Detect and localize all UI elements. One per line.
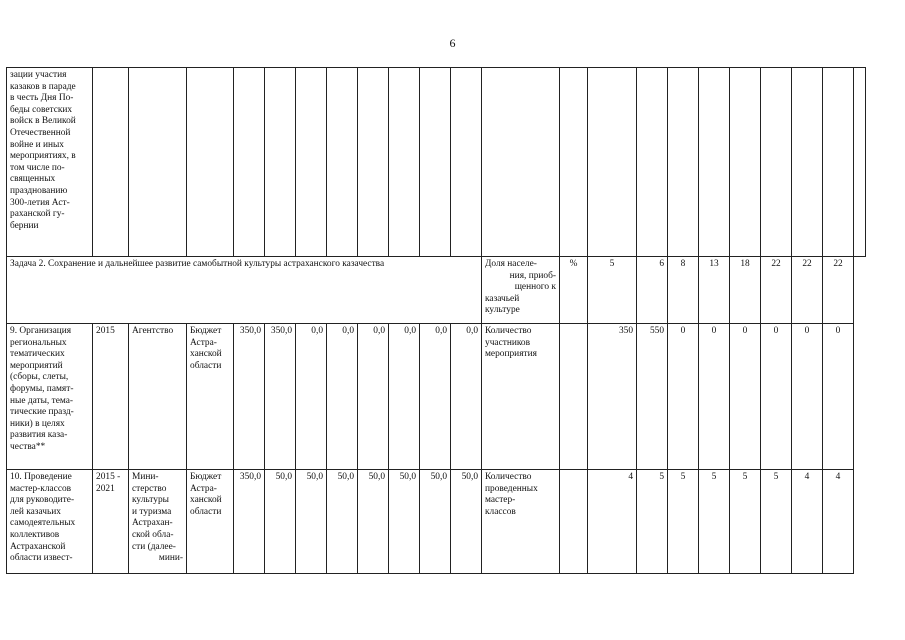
- target-value: 0: [730, 324, 761, 470]
- indicator-line: Доля населе-: [485, 259, 537, 269]
- executor-line: Мини-: [132, 472, 159, 482]
- funding-value: 50,0: [265, 470, 296, 574]
- activity-name-line: празднованию: [10, 185, 68, 196]
- indicator-line: ния, приоб-: [509, 270, 556, 281]
- executor-line: стерство: [132, 483, 167, 494]
- target-value: 0: [699, 324, 730, 470]
- funding-value: 50,0: [451, 470, 482, 574]
- indicator-line: культуре: [485, 305, 520, 316]
- target-value: 22: [792, 257, 823, 324]
- target-value: 5: [699, 470, 730, 574]
- activity-name-line: мероприятий: [10, 360, 63, 371]
- empty-cell: [482, 68, 560, 257]
- activity-name-line: ники) в целях: [10, 418, 65, 429]
- empty-cell: [187, 68, 234, 257]
- table-row: [7, 324, 866, 470]
- funding-source-line: ханской: [190, 495, 222, 506]
- indicator-line: проведенных: [485, 483, 538, 494]
- funding-source-cell: [187, 470, 234, 574]
- activity-name-cell: [7, 68, 93, 257]
- activity-name-line: беды советских: [10, 104, 73, 115]
- funding-source-line: области: [190, 360, 222, 371]
- target-value: 5: [588, 257, 637, 324]
- indicator-line: участников: [485, 337, 531, 348]
- activity-name-line: в честь Дня По-: [10, 93, 74, 104]
- target-value: 0: [668, 324, 699, 470]
- funding-source-line: Бюджет: [190, 472, 222, 482]
- period-cell: 2015: [93, 324, 129, 470]
- table-row: [7, 257, 866, 324]
- empty-cell: [668, 68, 699, 257]
- empty-cell: [560, 68, 588, 257]
- activity-name-line: 10. Проведение: [10, 472, 72, 482]
- activity-name-line: Астраханской: [10, 541, 66, 552]
- activity-name-line: региональных: [10, 337, 67, 348]
- activity-name-line: том числе по-: [10, 162, 65, 173]
- funding-value: 350,0: [265, 324, 296, 470]
- funding-value: 0,0: [358, 324, 389, 470]
- activity-name-line: самодеятельных: [10, 518, 76, 529]
- executor-cell: [129, 470, 187, 574]
- indicator-cell: [482, 324, 560, 470]
- empty-cell: [234, 68, 265, 257]
- target-value: 13: [699, 257, 730, 324]
- target-value: 550: [637, 324, 668, 470]
- empty-cell: [699, 68, 730, 257]
- empty-cell: [129, 68, 187, 257]
- funding-value: 350,0: [234, 324, 265, 470]
- activity-name-line: тематических: [10, 349, 65, 360]
- executor-line: культуры: [132, 495, 169, 506]
- activity-name-cell: [7, 324, 93, 470]
- unit-cell: %: [560, 257, 588, 324]
- activity-name-line: чества**: [10, 441, 46, 452]
- target-value: 4: [588, 470, 637, 574]
- executor-line: сти (далее-: [132, 541, 176, 552]
- activity-name-cell: [7, 470, 93, 574]
- funding-value: 0,0: [327, 324, 358, 470]
- target-value: 18: [730, 257, 761, 324]
- funding-source-line: Астра-: [190, 337, 217, 348]
- activity-name-line: раханской гу-: [10, 209, 65, 220]
- empty-cell: [389, 68, 420, 257]
- page-number: 6: [449, 36, 456, 50]
- target-value: 5: [668, 470, 699, 574]
- activity-name-line: развития каза-: [10, 430, 68, 441]
- activity-name-line: Отечественной: [10, 127, 71, 138]
- activity-name-line: форумы, памят-: [10, 383, 74, 394]
- executor-line: Астрахан-: [132, 518, 173, 529]
- target-value: 0: [823, 324, 854, 470]
- empty-cell: [420, 68, 451, 257]
- funding-source-line: ханской: [190, 349, 222, 360]
- indicator-cell: [482, 470, 560, 574]
- empty-cell: [588, 68, 637, 257]
- activity-name-line: мастер-классов: [10, 483, 72, 494]
- empty-cell: [792, 68, 823, 257]
- funding-value: 0,0: [389, 324, 420, 470]
- target-value: 5: [637, 470, 668, 574]
- empty-cell: [823, 68, 854, 257]
- executor-line: ской обла-: [132, 529, 174, 540]
- table-row: [7, 68, 866, 257]
- funding-value: 0,0: [296, 324, 327, 470]
- funding-value: 0,0: [420, 324, 451, 470]
- funding-source-line: Астра-: [190, 483, 217, 494]
- funding-value: 350,0: [234, 470, 265, 574]
- activity-name-line: коллективов: [10, 529, 60, 540]
- empty-cell: [327, 68, 358, 257]
- empty-cell: [358, 68, 389, 257]
- activity-name-line: бернии: [10, 220, 39, 231]
- activity-name-line: зации участия: [10, 70, 67, 80]
- unit-cell: [560, 470, 588, 574]
- activity-name-line: священных: [10, 174, 56, 185]
- empty-cell: [296, 68, 327, 257]
- activity-name-line: тические празд-: [10, 407, 74, 418]
- target-value: 0: [792, 324, 823, 470]
- activity-name-line: ные даты, тема-: [10, 395, 74, 406]
- empty-cell: [854, 68, 866, 257]
- empty-cell: [637, 68, 668, 257]
- funding-value: 50,0: [327, 470, 358, 574]
- period-line: 2021: [96, 483, 115, 494]
- funding-source-line: Бюджет: [190, 326, 222, 336]
- activity-name-line: для руководите-: [10, 495, 75, 506]
- empty-cell: [730, 68, 761, 257]
- program-table: [6, 67, 866, 574]
- indicator-line: мероприятия: [485, 349, 537, 360]
- task-title: Задача 2. Сохранение и дальнейшее развитие самобытной культуры астраханского казачества: [7, 257, 482, 324]
- target-value: 4: [792, 470, 823, 574]
- indicator-line: щенного к: [514, 282, 556, 293]
- funding-source-cell: [187, 324, 234, 470]
- empty-cell: [451, 68, 482, 257]
- executor-line: мини-: [158, 553, 183, 564]
- funding-value: 50,0: [420, 470, 451, 574]
- activity-name-line: войне и иных: [10, 139, 64, 150]
- activity-name-line: казаков в параде: [10, 81, 76, 92]
- target-value: 22: [823, 257, 854, 324]
- empty-cell: [93, 68, 129, 257]
- target-value: 0: [761, 324, 792, 470]
- funding-value: 50,0: [358, 470, 389, 574]
- indicator-line: мастер-: [485, 495, 516, 506]
- indicator-cell: [482, 257, 560, 324]
- activity-name-line: мероприятиях, в: [10, 151, 76, 162]
- target-value: 350: [588, 324, 637, 470]
- activity-name-line: 300-летия Аст-: [10, 197, 70, 208]
- funding-source-line: области: [190, 506, 222, 517]
- target-value: 4: [823, 470, 854, 574]
- executor-line: и туризма: [132, 506, 172, 517]
- indicator-line: Количество: [485, 326, 532, 336]
- funding-value: 0,0: [451, 324, 482, 470]
- indicator-line: классов: [485, 506, 516, 517]
- table-row: [7, 470, 866, 574]
- indicator-line: Количество: [485, 472, 532, 482]
- target-value: 22: [761, 257, 792, 324]
- target-value: 5: [730, 470, 761, 574]
- indicator-line: казачьей: [485, 293, 520, 304]
- funding-value: 50,0: [389, 470, 420, 574]
- activity-name-line: лей казачьих: [10, 506, 61, 517]
- activity-name-line: области извест-: [10, 553, 73, 564]
- empty-cell: [265, 68, 296, 257]
- period-line: 2015 -: [96, 472, 121, 482]
- target-value: 8: [668, 257, 699, 324]
- funding-value: 50,0: [296, 470, 327, 574]
- activity-name-line: (сборы, слеты,: [10, 372, 69, 383]
- executor-cell: Агентство: [129, 324, 187, 470]
- unit-cell: [560, 324, 588, 470]
- empty-cell: [761, 68, 792, 257]
- activity-name-line: войск в Великой: [10, 116, 76, 127]
- target-value: 6: [637, 257, 668, 324]
- period-cell: [93, 470, 129, 574]
- activity-name-line: 9. Организация: [10, 326, 72, 336]
- target-value: 5: [761, 470, 792, 574]
